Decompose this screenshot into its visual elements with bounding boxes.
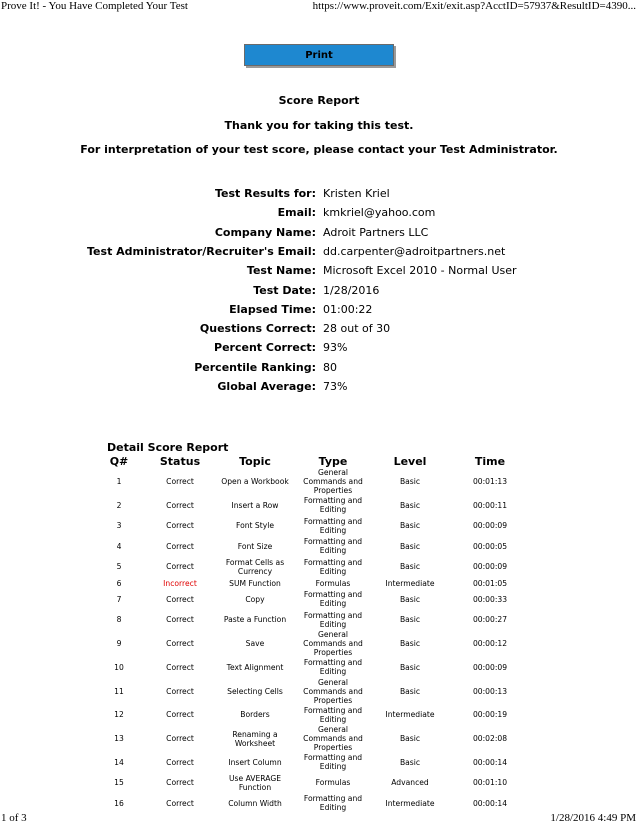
cell-type: Formatting and Editing xyxy=(303,794,363,813)
result-label: Email: xyxy=(277,206,316,220)
result-row xyxy=(0,303,638,322)
result-label: Company Name: xyxy=(214,225,316,239)
header-topic: Topic xyxy=(239,454,271,468)
table-row xyxy=(90,678,528,705)
cell-type: Formulas xyxy=(315,578,351,588)
cell-status: Correct xyxy=(166,594,194,604)
cell-topic: Font Size xyxy=(237,541,273,551)
cell-status: Correct xyxy=(166,757,194,767)
cell-topic: Paste a Function xyxy=(223,615,287,625)
result-value: 73% xyxy=(323,380,348,393)
cell-status: Correct xyxy=(166,521,194,531)
cell-q: 5 xyxy=(116,562,122,572)
cell-q: 16 xyxy=(114,798,124,808)
cell-time: 00:00:12 xyxy=(472,639,508,648)
table-row xyxy=(90,557,528,578)
cell-q: 9 xyxy=(116,639,122,648)
cell-status: Correct xyxy=(166,500,194,510)
header-status: Status xyxy=(159,454,201,468)
cell-time: 00:00:09 xyxy=(472,662,508,672)
cell-q: 3 xyxy=(116,521,122,531)
cell-status: Correct xyxy=(166,798,194,808)
page-url: https://www.proveit.com/Exit/exit.asp?AcctID=57937&ResultID=4390... xyxy=(312,0,636,12)
cell-topic: Text Alignment xyxy=(226,662,284,672)
cell-type: Formatting and Editing xyxy=(303,610,363,629)
cell-time: 00:00:19 xyxy=(472,710,508,720)
cell-q: 13 xyxy=(114,734,124,743)
result-value: 28 out of 30 xyxy=(323,322,391,336)
cell-topic: Insert Column xyxy=(228,757,282,767)
cell-type: General Commands and Properties xyxy=(303,630,363,657)
table-row xyxy=(90,657,528,678)
header-level: Level xyxy=(393,454,427,468)
cell-type: Formatting and Editing xyxy=(303,590,363,609)
cell-level: Basic xyxy=(399,686,421,696)
thanks-message: Thank you for taking this test. xyxy=(224,119,414,132)
cell-status: Correct xyxy=(166,477,194,486)
cell-type: General Commands and Properties xyxy=(303,677,363,705)
result-label: Test Administrator/Recruiter's Email: xyxy=(87,244,316,258)
result-row xyxy=(0,284,638,303)
cell-topic: Save xyxy=(245,639,265,648)
cell-time: 00:00:27 xyxy=(472,615,508,625)
cell-time: 00:02:08 xyxy=(472,734,508,743)
cell-type: Formatting and Editing xyxy=(303,658,363,677)
cell-topic: Use AVERAGE Function xyxy=(228,773,281,792)
cell-q: 7 xyxy=(116,594,122,604)
cell-q: 10 xyxy=(114,662,124,672)
result-value: dd.carpenter@adroitpartners.net xyxy=(323,244,506,258)
cell-topic: Borders xyxy=(240,710,270,720)
result-label: Test Date: xyxy=(253,283,316,297)
cell-time: 00:00:14 xyxy=(472,757,508,767)
cell-status: Correct xyxy=(166,639,194,648)
result-label: Questions Correct: xyxy=(199,322,316,336)
detail-report-title: Detail Score Report xyxy=(107,441,229,454)
cell-q: 6 xyxy=(116,578,122,588)
cell-level: Intermediate xyxy=(385,798,435,808)
cell-topic: Selecting Cells xyxy=(227,686,283,696)
cell-status: Correct xyxy=(166,686,194,696)
table-row xyxy=(90,577,528,589)
report-title: Score Report xyxy=(278,94,360,107)
cell-topic: Column Width xyxy=(228,798,282,808)
page-indicator: 1 of 3 xyxy=(1,812,27,824)
result-label: Percent Correct: xyxy=(214,341,316,355)
cell-time: 00:00:13 xyxy=(472,686,508,696)
table-row xyxy=(90,589,528,610)
cell-type: Formatting and Editing xyxy=(303,516,363,535)
cell-q: 4 xyxy=(116,541,122,551)
result-value: Adroit Partners LLC xyxy=(323,225,429,239)
cell-time: 00:00:09 xyxy=(472,521,508,531)
table-header-row xyxy=(90,454,528,468)
cell-status: Correct xyxy=(166,662,194,672)
cell-topic: SUM Function xyxy=(229,578,281,588)
cell-type: General Commands and Properties xyxy=(303,468,363,495)
cell-q: 1 xyxy=(116,477,122,486)
table-row xyxy=(90,725,528,752)
cell-time: 00:01:05 xyxy=(472,578,508,588)
result-value: Microsoft Excel 2010 - Normal User xyxy=(323,264,517,278)
cell-level: Advanced xyxy=(391,778,429,788)
result-row xyxy=(0,187,638,206)
cell-level: Basic xyxy=(399,521,421,531)
cell-type: Formatting and Editing xyxy=(303,753,363,772)
result-label: Global Average: xyxy=(217,380,316,393)
cell-topic: Insert a Row xyxy=(231,500,279,510)
page-title: Prove It! - You Have Completed Your Test xyxy=(1,0,188,12)
header-q: Q# xyxy=(109,454,129,468)
cell-topic: Font Style xyxy=(235,521,275,531)
cell-q: 15 xyxy=(114,778,124,788)
table-row xyxy=(90,516,528,537)
table-row xyxy=(90,610,528,631)
result-row xyxy=(0,361,638,380)
cell-level: Intermediate xyxy=(385,578,435,588)
result-row xyxy=(0,245,638,264)
cell-topic: Format Cells as Currency xyxy=(225,557,285,576)
header-time: Time xyxy=(474,454,506,468)
table-row xyxy=(90,630,528,657)
cell-status: Correct xyxy=(166,615,194,625)
cell-level: Basic xyxy=(399,662,421,672)
cell-status: Correct xyxy=(166,778,194,788)
result-value: 93% xyxy=(323,341,348,355)
cell-level: Basic xyxy=(399,734,421,743)
cell-time: 00:00:14 xyxy=(472,798,508,808)
result-label: Percentile Ranking: xyxy=(194,360,316,374)
result-value: Kristen Kriel xyxy=(323,187,390,200)
result-value: 80 xyxy=(323,360,337,374)
cell-time: 00:00:11 xyxy=(472,500,508,510)
cell-level: Basic xyxy=(399,500,421,510)
cell-q: 12 xyxy=(114,710,124,720)
cell-topic: Renaming a Worksheet xyxy=(232,729,278,748)
result-row xyxy=(0,322,638,341)
print-datetime: 1/28/2016 4:49 PM xyxy=(550,812,636,824)
cell-level: Intermediate xyxy=(385,710,435,720)
cell-status: Correct xyxy=(166,710,194,720)
cell-type: Formulas xyxy=(315,778,351,788)
cell-type: Formatting and Editing xyxy=(303,537,363,556)
cell-type: Formatting and Editing xyxy=(303,496,363,515)
result-label: Test Name: xyxy=(246,264,316,278)
cell-topic: Open a Workbook xyxy=(221,477,289,486)
table-row xyxy=(90,468,528,495)
print-button[interactable]: Print xyxy=(244,44,394,66)
cell-level: Basic xyxy=(399,562,421,572)
cell-type: General Commands and Properties xyxy=(303,725,363,752)
cell-time: 00:01:10 xyxy=(472,778,508,788)
result-value: kmkriel@yahoo.com xyxy=(323,206,436,220)
header-type: Type xyxy=(318,454,348,468)
cell-topic: Copy xyxy=(245,594,265,604)
cell-status: Correct xyxy=(166,734,194,743)
cell-level: Basic xyxy=(399,757,421,767)
result-row xyxy=(0,341,638,360)
cell-level: Basic xyxy=(399,615,421,625)
cell-level: Basic xyxy=(399,477,421,486)
cell-q: 11 xyxy=(114,686,124,696)
result-row xyxy=(0,264,638,283)
cell-time: 00:00:33 xyxy=(472,594,508,604)
cell-status: Incorrect xyxy=(163,578,197,588)
cell-time: 00:01:13 xyxy=(472,477,508,486)
table-row xyxy=(90,752,528,773)
table-row xyxy=(90,536,528,557)
cell-type: Formatting and Editing xyxy=(303,705,363,724)
cell-status: Correct xyxy=(166,541,194,551)
table-row xyxy=(90,495,528,516)
result-row xyxy=(0,226,638,245)
cell-status: Correct xyxy=(166,562,194,572)
detail-score-table xyxy=(90,454,528,814)
cell-level: Basic xyxy=(399,639,421,648)
table-row xyxy=(90,793,528,814)
cell-level: Basic xyxy=(399,541,421,551)
cell-q: 8 xyxy=(116,615,122,625)
result-label: Elapsed Time: xyxy=(229,302,316,316)
table-row xyxy=(90,773,528,794)
cell-level: Basic xyxy=(399,594,421,604)
result-value: 01:00:22 xyxy=(323,302,373,316)
cell-time: 00:00:09 xyxy=(472,562,508,572)
result-row xyxy=(0,206,638,225)
result-label: Test Results for: xyxy=(214,187,316,200)
cell-q: 14 xyxy=(114,757,124,767)
result-row xyxy=(0,380,638,399)
detail-table-body xyxy=(90,468,528,814)
cell-type: Formatting and Editing xyxy=(303,557,363,576)
cell-q: 2 xyxy=(116,500,122,510)
result-value: 1/28/2016 xyxy=(323,283,380,297)
table-row xyxy=(90,705,528,726)
interpretation-message: For interpretation of your test score, please contact your Test Administrator. xyxy=(80,143,558,156)
cell-time: 00:00:05 xyxy=(472,541,508,551)
